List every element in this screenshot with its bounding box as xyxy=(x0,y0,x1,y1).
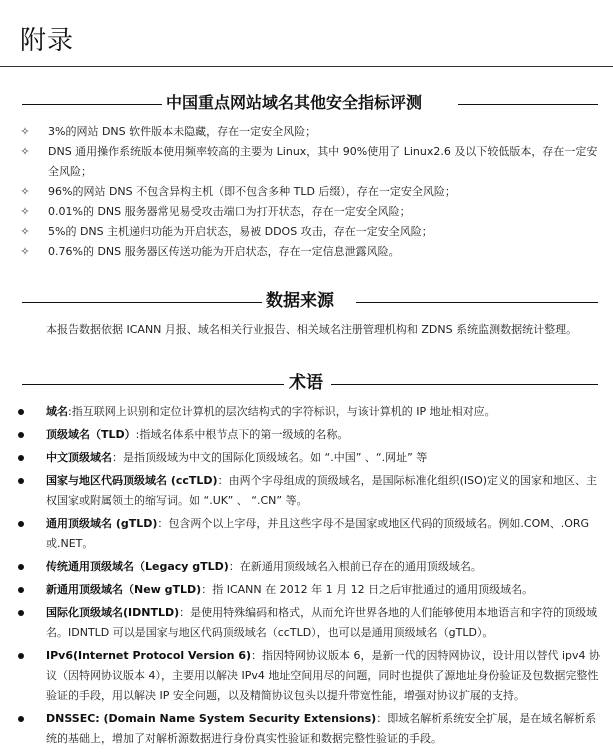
bullet-icon xyxy=(18,610,24,616)
bullet-icon xyxy=(18,564,24,570)
data-source-text: 本报告数据依据 ICANN 月报、域名相关行业报告、相关域名注册管理机构和 ZDNS 系统监测数据统计整理。 xyxy=(46,323,578,336)
security-indicator-list xyxy=(18,122,606,262)
bullet-icon xyxy=(18,409,24,415)
diamond-bullet-icon: ✧ xyxy=(20,185,30,198)
term-item: 顶级域名（TLD）:指域名体系中根节点下的第一级域的名称。 xyxy=(18,425,606,445)
bullet-icon xyxy=(18,455,24,461)
term-item: 国际化顶级域名(IDNTLD)：是使用特殊编码和格式，从而允许世界各地的人们能够使用本地语言和字符的顶级域名。IDNTLD 可以是国家与地区代码顶级域名（ccTLD），也可以是通用顶级域名（gTLD）。 xyxy=(18,603,606,643)
list-item: ✧ 0.01%的 DNS 服务器常见易受攻击端口为打开状态，存在一定安全风险； xyxy=(18,202,606,222)
heading-rule-right xyxy=(356,302,598,303)
term-item: 国家与地区代码顶级域名 (ccTLD)：由两个字母组成的顶级域名，是国际标准化组织(ISO)定义的国家和地区、主权国家或附属领土的缩写词。如 “.UK” 、 “.CN” 等。 xyxy=(18,471,606,511)
term-item: IPv6(Internet Protocol Version 6)：指因特网协议版本 6，是新一代的因特网协议，设计用以替代 ipv4 协议（因特网协议版本 4），主要用以解决 IPv4 地址空间用尽的问题，同时也提供了源地址身份验证及包数据完整性验证的手段，用以解决 IP 安全问题，以及精简协议包头以提升带宽性能，增强对协议扩展的支持。 xyxy=(18,646,606,706)
diamond-bullet-icon: ✧ xyxy=(20,145,30,158)
diamond-bullet-icon: ✧ xyxy=(20,205,30,218)
heading-rule-right xyxy=(331,384,598,385)
bullet-icon xyxy=(18,716,24,722)
heading-rule-left xyxy=(22,302,262,303)
bullet-icon xyxy=(18,521,24,527)
heading-rule-left xyxy=(22,104,162,105)
list-item: ✧ 0.76%的 DNS 服务器区传送功能为开启状态，存在一定信息泄露风险。 xyxy=(18,242,606,262)
bullet-icon xyxy=(18,432,24,438)
heading-label: 中国重点网站域名其他安全指标评测 xyxy=(166,93,423,112)
list-item: ✧ DNS 通用操作系统版本使用频率较高的主要为 Linux，其中 90%使用了 Linux2.6 及以下较低版本，存在一定安全风险； xyxy=(18,142,606,182)
page-title: 附录 xyxy=(20,26,75,56)
title-divider xyxy=(0,66,613,67)
diamond-bullet-icon: ✧ xyxy=(20,225,30,238)
term-item: 域名:指互联网上识别和定位计算机的层次结构式的字符标识，与该计算机的 IP 地址相对应。 xyxy=(18,402,606,422)
heading-label: 术语 xyxy=(289,373,323,393)
bullet-icon xyxy=(18,653,24,659)
terms-list xyxy=(18,402,606,752)
section-heading-security xyxy=(0,92,613,116)
term-item: DNSSEC: (Domain Name System Security Extensions)：即域名解析系统安全扩展，是在域名解析系统的基础上，增加了对解析源数据进行身份真实性验证和数据完整性验证的手段。 xyxy=(18,709,606,749)
section-heading-terms xyxy=(0,372,613,396)
heading-rule-left xyxy=(22,384,284,385)
term-item: 传统通用顶级域名（Legacy gTLD)：在新通用顶级域名入根前已存在的通用顶级域名。 xyxy=(18,557,606,577)
list-item: ✧ 96%的网站 DNS 不包含异构主机（即不包含多种 TLD 后缀），存在一定安全风险； xyxy=(18,182,606,202)
diamond-bullet-icon: ✧ xyxy=(20,125,30,138)
term-item: 新通用顶级域名（New gTLD)：指 ICANN 在 2012 年 1 月 12 日之后审批通过的通用顶级域名。 xyxy=(18,580,606,600)
list-item: ✧ 5%的 DNS 主机递归功能为开启状态，易被 DDOS 攻击，存在一定安全风险； xyxy=(18,222,606,242)
list-item: ✧ 3%的网站 DNS 软件版本未隐藏，存在一定安全风险； xyxy=(18,122,606,142)
diamond-bullet-icon: ✧ xyxy=(20,245,30,258)
term-item: 通用顶级域名 (gTLD)：包含两个以上字母，并且这些字母不是国家或地区代码的顶级域名。例如.COM、.ORG 或.NET。 xyxy=(18,514,606,554)
heading-rule-right xyxy=(458,104,598,105)
heading-label: 数据来源 xyxy=(266,291,334,311)
bullet-icon xyxy=(18,587,24,593)
term-item: 中文顶级域名：是指顶级域为中文的国际化顶级域名。如 “.中国” 、“.网址” 等 xyxy=(18,448,606,468)
bullet-icon xyxy=(18,478,24,484)
section-heading-source xyxy=(0,290,613,314)
